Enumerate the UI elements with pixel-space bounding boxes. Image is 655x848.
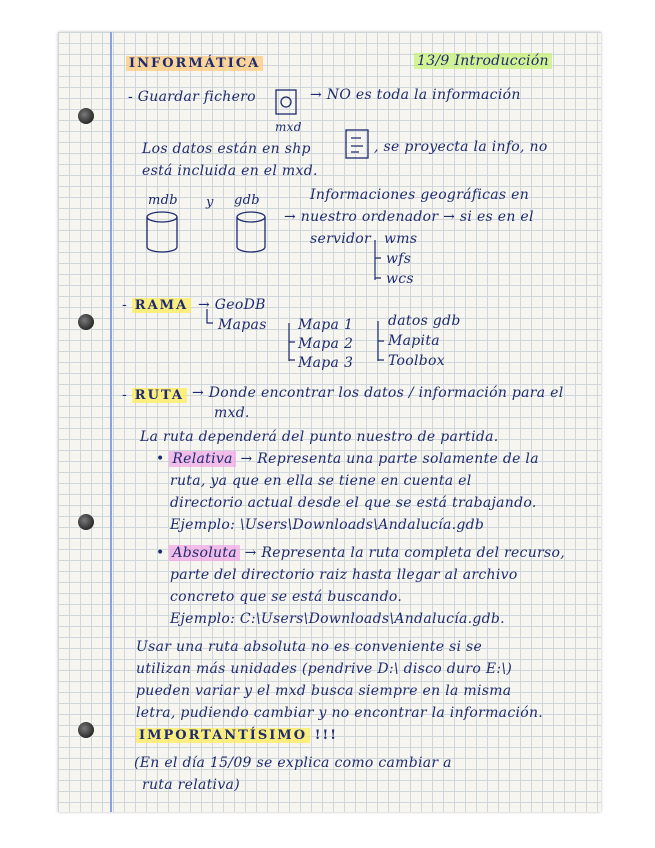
incluida-line: está incluida en el mxd.	[142, 163, 318, 179]
absoluta-line3: concreto que se está buscando.	[170, 589, 403, 605]
mapas-branch-lines	[289, 323, 295, 361]
mapa-items-branch-lines	[378, 321, 384, 361]
mdb-label: mdb	[148, 193, 178, 208]
rama-dash: -	[122, 297, 128, 313]
item-datos-gdb: datos gdb	[388, 313, 461, 329]
relativa-label: Relativa	[169, 451, 235, 467]
datos-shp-line: Los datos están en shp	[142, 141, 311, 157]
mapa-3: Mapa 3	[298, 355, 354, 371]
guardar-line-suffix: → NO es toda la información	[310, 87, 521, 103]
important-highlight: IMPORTANTÍSIMO	[136, 728, 310, 743]
rama-mapas: Mapas	[218, 317, 267, 333]
item-mapita: Mapita	[388, 333, 440, 349]
ruta-dash: -	[122, 387, 128, 403]
item-toolbox: Toolbox	[388, 353, 445, 369]
ruta-label	[122, 386, 187, 405]
mxd-file-label: mxd	[275, 120, 302, 134]
service-wms: wms	[384, 231, 418, 247]
info-geo-line1: Informaciones geográficas en	[310, 187, 530, 203]
guardar-line-prefix: - Guardar fichero	[128, 89, 256, 105]
note-line3: pueden variar y el mxd busca siempre en la misma	[136, 683, 512, 699]
absoluta-example: Ejemplo: C:\Users\Downloads\Andalucía.gdb.	[170, 611, 505, 627]
service-wcs: wcs	[386, 271, 414, 287]
rama-label	[122, 296, 191, 315]
rama-highlight: RAMA	[132, 298, 191, 313]
shp-file-icon	[346, 130, 368, 158]
important-exclaim: !!!	[314, 728, 338, 743]
gdb-database-icon	[237, 212, 265, 252]
relativa-line2: ruta, ya que en ella se tiene en cuenta el	[170, 473, 472, 489]
absoluta-text-1: → Representa la ruta completa del recurso,	[244, 545, 565, 561]
ruta-def-line2: mxd.	[214, 405, 250, 421]
gdb-label: gdb	[234, 193, 260, 208]
info-geo-line2: → nuestro ordenador → si es en el	[284, 209, 534, 225]
subject-title: INFORMÁTICA	[126, 54, 263, 73]
and-label: y	[206, 195, 214, 210]
absoluta-label: Absoluta	[169, 545, 240, 561]
servidor-label: servidor	[310, 231, 372, 247]
note-line1: Usar una ruta absoluta no es conveniente si se	[136, 639, 483, 655]
note-line4: letra, pudiendo cambiar y no encontrar la información.	[136, 705, 544, 721]
mdb-database-icon	[147, 212, 177, 252]
notebook-page	[58, 32, 601, 812]
mapa-1: Mapa 1	[298, 317, 354, 333]
relativa-line3: directorio actual desde el que se está trabajando.	[170, 495, 537, 511]
mapa-2: Mapa 2	[298, 336, 354, 352]
relativa-text-1: → Representa una parte solamente de la	[240, 451, 539, 467]
relativa-line1	[156, 450, 539, 468]
note-line2: utilizan más unidades (pendrive D:\ disco duro E:\)	[136, 661, 513, 677]
footer-line1: (En el día 15/09 se explica como cambiar a	[134, 755, 452, 771]
ruta-depend-line: La ruta dependerá del punto nuestro de partida.	[140, 429, 499, 445]
date-topic: 13/9 Introducción	[414, 52, 552, 70]
absoluta-line2: parte del directorio raiz hasta llegar al archivo	[170, 567, 518, 583]
mxd-file-icon	[276, 90, 296, 114]
ruta-highlight: RUTA	[132, 388, 187, 403]
service-wfs: wfs	[386, 251, 412, 267]
important-line	[136, 726, 338, 745]
rama-geodb: → GeoDB	[198, 297, 266, 313]
relativa-example: Ejemplo: \Users\Downloads\Andalucía.gdb	[170, 517, 485, 533]
bullet-icon: •	[156, 451, 165, 467]
footer-line2: ruta relativa)	[142, 777, 240, 793]
absoluta-line1	[156, 544, 565, 562]
servidor-branch-lines	[375, 240, 381, 280]
bullet-icon: •	[156, 545, 165, 561]
ruta-def-line1: → Donde encontrar los datos / información para el	[192, 385, 564, 401]
proyecta-line: , se proyecta la info, no	[374, 139, 548, 155]
